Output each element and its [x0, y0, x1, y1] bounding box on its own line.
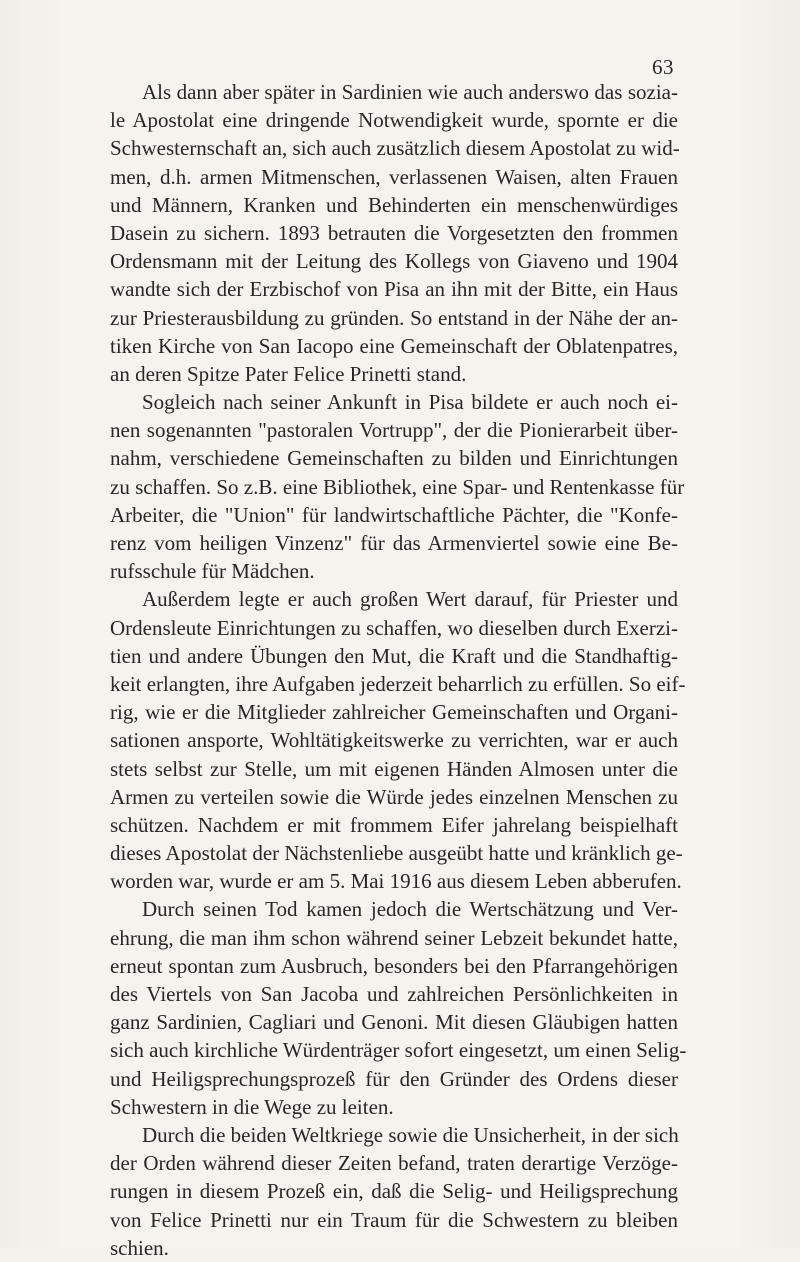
paragraph [110, 388, 685, 585]
text-line: Schwestern in die Wege zu leiten. [110, 1094, 394, 1119]
text-line: ehrung, die man ihm schon während seiner Lebzeit bekundet hatte, [110, 925, 678, 950]
text-line: Durch seinen Tod kamen jedoch die Wertschätzung und Ver- [142, 897, 678, 922]
text-line: renz vom heiligen Vinzenz" für das Armenviertel sowie eine Be- [110, 531, 678, 555]
text-line: Ordensmann mit der Leitung des Kollegs von Giaveno und 1904 [110, 249, 678, 274]
text-line: keit erlangten, ihre Aufgaben jederzeit beharrlich zu erfüllen. So eif- [110, 671, 686, 696]
text-line: Außerdem legte er auch großen Wert darauf, für Priester und [142, 587, 678, 612]
text-line: Dasein zu sichern. 1893 betrauten die Vorgesetzten den frommen [110, 220, 678, 245]
text-line: rig, wie er die Mitglieder zahlreicher Gemeinschaften und Organi- [110, 700, 678, 725]
text-line: und Männern, Kranken und Behinderten ein menschenwürdiges [110, 192, 678, 217]
text-line: an deren Spitze Pater Felice Prinetti stand. [110, 361, 467, 386]
paragraph [110, 1121, 678, 1262]
page-number: 63 [652, 55, 674, 79]
text-line: men, d.h. armen Mitmenschen, verlassenen Waisen, alten Frauen [110, 164, 678, 189]
paragraph [110, 895, 687, 1121]
text-line: Als dann aber später in Sardinien wie auch anderswo das sozia- [142, 80, 678, 104]
text-line: Ordensleute Einrichtungen zu schaffen, wo dieselben durch Exerzi- [110, 615, 678, 640]
text-line: Schwesternschaft an, sich auch zusätzlich diesem Apostolat zu wid- [110, 136, 680, 161]
text-line: rungen in diesem Prozeß ein, daß die Selig- und Heiligsprechung [110, 1179, 678, 1204]
text-line: Sogleich nach seiner Ankunft in Pisa bildete er auch noch ei- [142, 390, 678, 415]
text-line: wandte sich der Erzbischof von Pisa an ihn mit der Bitte, ein Haus [110, 277, 678, 302]
text-line: worden war, wurde er am 5. Mai 1916 aus diesem Leben abberufen. [110, 869, 682, 894]
text-line: erneut spontan zum Ausbruch, besonders bei den Pfarrangehörigen [110, 953, 678, 978]
body-text [110, 78, 687, 1262]
text-line: Arbeiter, die "Union" für landwirtschaftliche Pächter, die "Konfe- [110, 502, 678, 527]
text-line: schien. [110, 1235, 169, 1260]
text-line: ganz Sardinien, Cagliari und Genoni. Mit diesen Gläubigen hatten [110, 1010, 678, 1035]
text-line: le Apostolat eine dringende Notwendigkeit wurde, spornte er die [110, 108, 678, 133]
text-line: nahm, verschiedene Gemeinschaften zu bilden und Einrichtungen [110, 446, 678, 471]
text-line: von Felice Prinetti nur ein Traum für die Schwestern zu bleiben [110, 1207, 678, 1232]
text-line: stets selbst zur Stelle, um mit eigenen Händen Almosen unter die [110, 756, 678, 781]
text-line: Armen zu verteilen sowie die Würde jedes einzelnen Menschen zu [110, 784, 678, 809]
text-line: des Viertels von San Jacoba und zahlreichen Persönlichkeiten in [110, 982, 678, 1006]
text-line: der Orden während dieser Zeiten befand, traten derartige Verzöge- [110, 1151, 678, 1176]
text-line: tiken Kirche von San Iacopo eine Gemeinschaft der Oblatenpatres, [110, 333, 678, 358]
text-line: zur Priesterausbildung zu gründen. So entstand in der Nähe der an- [110, 305, 678, 330]
text-line: Durch die beiden Weltkriege sowie die Unsicherheit, in der sich [142, 1122, 679, 1147]
text-line: tien und andere Übungen den Mut, die Kraft und die Standhaftig- [110, 643, 678, 668]
paragraph [110, 585, 686, 895]
text-line: zu schaffen. So z.B. eine Bibliothek, eine Spar- und Rentenkasse für [110, 474, 685, 499]
text-line: rufsschule für Mädchen. [110, 559, 315, 584]
text-line: nen sogenannten "pastoralen Vortrupp", der die Pionierarbeit über- [110, 418, 678, 443]
text-line: schützen. Nachdem er mit frommem Eifer jahrelang beispielhaft [110, 812, 678, 837]
text-line: dieses Apostolat der Nächstenliebe ausgeübt hatte und kränklich ge- [110, 841, 683, 866]
text-line: sationen ansporte, Wohltätigkeitswerke zu verrichten, war er auch [110, 728, 678, 753]
text-line: und Heiligsprechungsprozeß für den Gründer des Ordens dieser [110, 1066, 678, 1091]
paragraph [110, 78, 678, 388]
text-line: sich auch kirchliche Würdenträger sofort eingesetzt, um einen Selig- [110, 1038, 687, 1063]
